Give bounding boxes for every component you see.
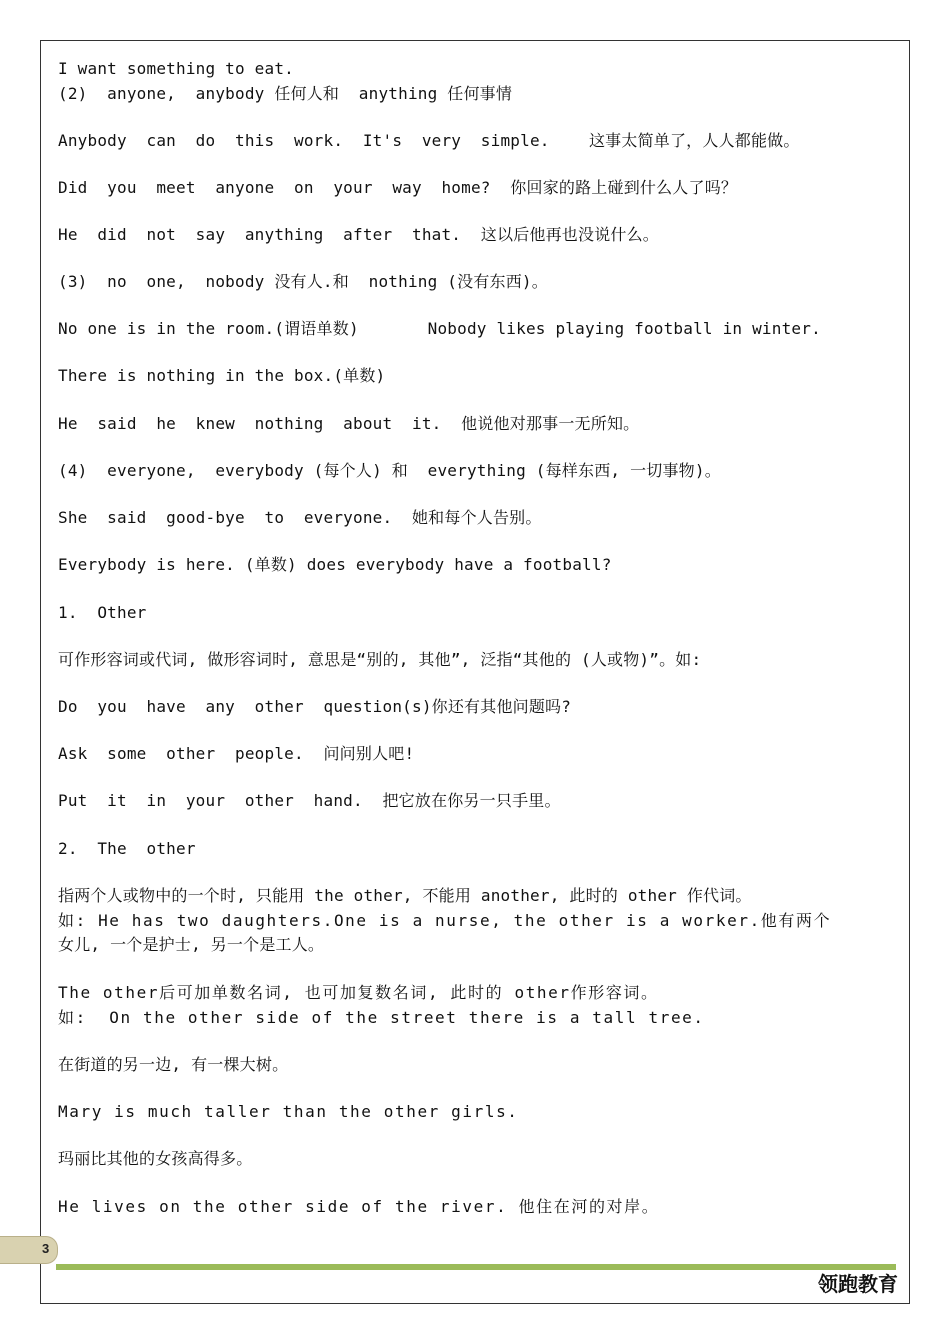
text-line: (2) anyone, anybody 任何人和 anything 任何事情 (58, 84, 513, 103)
text-line: 可作形容词或代词, 做形容词时, 意思是“别的, 其他”, 泛指“其他的 (人或物)”。如: (58, 650, 702, 669)
text-line: Everybody is here. (单数) does everybody have a football? (58, 555, 612, 574)
text-line: He did not say anything after that. 这以后他再也没说什么。 (58, 225, 660, 244)
text-line: Do you have any other question(s)你还有其他问题吗? (58, 697, 572, 716)
text-line: Anybody can do this work. It's very simple. 这事太简单了，人人都能做。 (58, 131, 800, 150)
brand-name: 领跑教育 (818, 1272, 898, 1296)
text-line: 指两个人或物中的一个时, 只能用 the other, 不能用 another, 此时的 other 作代词。 (58, 886, 752, 905)
text-line: The other后可加单数名词, 也可加复数名词, 此时的 other作形容词。 (58, 983, 659, 1002)
text-line: (4) everyone, everybody (每个人) 和 everything (每样东西, 一切事物)。 (58, 461, 721, 480)
text-line: She said good-bye to everyone. 她和每个人告别。 (58, 508, 542, 527)
page-number: 3 (42, 1241, 50, 1256)
text-line: No one is in the room.(谓语单数) Nobody likes playing football in winter. (58, 319, 821, 338)
text-line: There is nothing in the box.(单数) (58, 366, 386, 385)
text-line: He said he knew nothing about it. 他说他对那事一无所知。 (58, 414, 640, 433)
text-line: 如: He has two daughters.One is a nurse, the other is a worker.他有两个 (58, 911, 832, 930)
text-line: Mary is much taller than the other girls. (58, 1102, 519, 1121)
text-line: Put it in your other hand. 把它放在你另一只手里。 (58, 791, 561, 810)
text-line: 如: On the other side of the street there is a tall tree. (58, 1008, 705, 1027)
text-line: 2. The other (58, 839, 196, 858)
text-line: He lives on the other side of the river. 他住在河的对岸。 (58, 1197, 660, 1216)
text-line: Ask some other people. 问问别人吧! (58, 744, 415, 763)
text-line: 在街道的另一边, 有一棵大树。 (58, 1055, 289, 1074)
text-line: I want something to eat. (58, 59, 294, 78)
text-line: 1. Other (58, 603, 147, 622)
text-line: 玛丽比其他的女孩高得多。 (58, 1149, 253, 1168)
footer-rule (56, 1264, 896, 1270)
text-line: Did you meet anyone on your way home? 你回家的路上碰到什么人了吗？ (58, 178, 738, 197)
text-line: 女儿, 一个是护士, 另一个是工人。 (58, 935, 325, 954)
text-line: (3) no one, nobody 没有人.和 nothing (没有东西)。 (58, 272, 548, 291)
page-number-tab (0, 1236, 58, 1264)
